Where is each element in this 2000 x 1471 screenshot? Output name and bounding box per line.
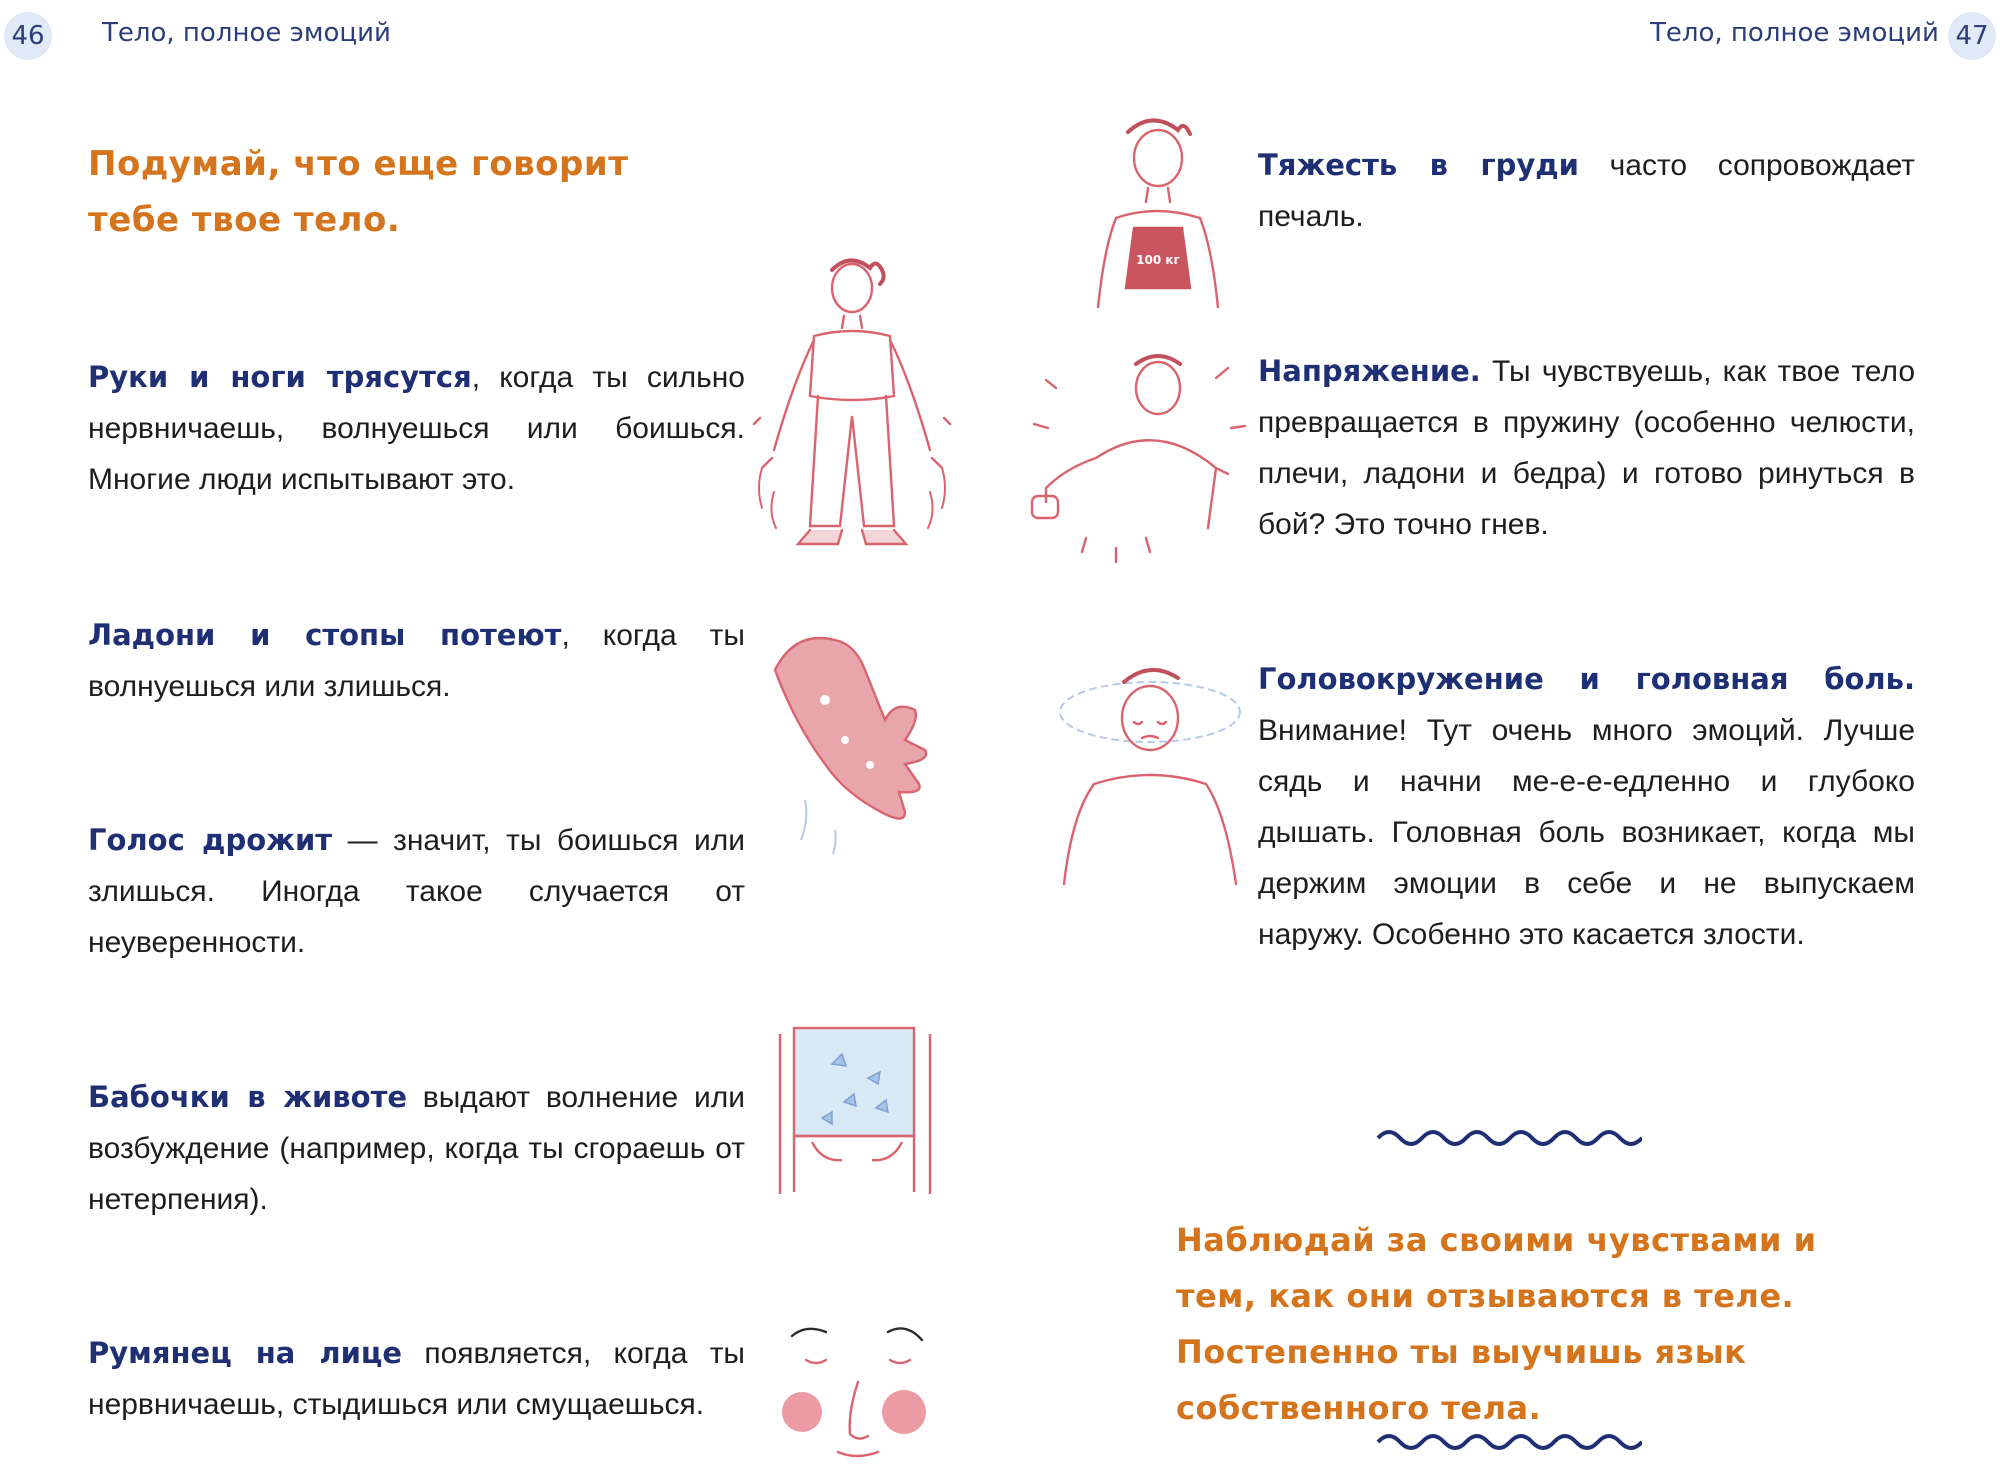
item-dizziness-text: Внимание! Тут очень много эмоций. Лучше сядь и начни ме-е-е-едленно и глубоко дышать. Головная боль возникает, когда мы держим эмоции в себе и не выпускаем наружу. Особенно это касается злости. — [1258, 714, 1915, 951]
heavy-chest-boy-illustration — [1078, 108, 1238, 308]
item-heavy-chest-title: Тяжесть в груди — [1258, 148, 1580, 182]
item-butterflies-title: Бабочки в животе — [88, 1080, 408, 1114]
right-page-number: 47 — [1948, 12, 1996, 60]
item-heavy-chest-text: часто сопровождает печаль. — [1258, 149, 1915, 233]
item-dizziness-title: Головокружение и головная боль. — [1258, 662, 1915, 696]
item-sweating — [88, 610, 745, 712]
dizzy-boy-illustration — [1050, 652, 1250, 892]
conclusion-text: Наблюдай за своими чувствами и тем, как они отзываются в теле. Постепенно ты выучишь язык собственного тела. — [1176, 1221, 1817, 1427]
item-voice-text: — значит, ты боишься или злишься. Иногда такое случается от неуверенности. — [88, 824, 745, 959]
item-tension-title: Напряжение. — [1258, 354, 1481, 388]
left-running-head: Тело, полное эмоций — [102, 18, 391, 48]
item-blush — [88, 1328, 745, 1430]
bottom-wave-divider — [1376, 1432, 1642, 1456]
item-dizziness — [1258, 654, 1915, 960]
blushing-face-illustration — [776, 1312, 936, 1462]
item-blush-title: Румянец на лице — [88, 1336, 403, 1370]
top-wave-divider — [1376, 1128, 1642, 1152]
item-shaking-text: , когда ты сильно нервничаешь, волнуешься или боишься. Многие люди испытывают это. — [88, 361, 745, 496]
item-butterflies — [88, 1072, 745, 1225]
butterflies-belly-illustration — [772, 1024, 942, 1194]
tense-boy-illustration — [1026, 348, 1246, 568]
item-shaking — [88, 352, 745, 505]
item-heavy-chest — [1258, 140, 1915, 242]
item-voice — [88, 815, 745, 968]
item-sweating-title: Ладони и стопы потеют — [88, 618, 562, 652]
item-tension-text: Ты чувствуешь, как твое тело превращается в пружину (особенно челюсти, плечи, ладони и бедра) и готово ринуться в бой? Это точно гнев. — [1258, 355, 1915, 541]
weight-label: 100 кг — [1136, 253, 1180, 267]
item-tension — [1258, 346, 1915, 550]
right-running-head: Тело, полное эмоций — [1650, 18, 1939, 48]
item-sweating-text: , когда ты волнуешься или злишься. — [88, 619, 745, 703]
intro-heading: Подумай, что еще говорит тебе твое тело. — [88, 144, 629, 240]
left-page-number: 46 — [4, 12, 52, 60]
item-voice-title: Голос дрожит — [88, 823, 333, 857]
item-butterflies-text: выдают волнение или возбуждение (например, когда ты сгораешь от нетерпения). — [88, 1081, 745, 1216]
sweaty-hand-illustration — [765, 630, 945, 860]
shaking-boy-illustration — [752, 248, 952, 558]
item-blush-text: появляется, когда ты нервничаешь, стыдишься или смущаешься. — [88, 1337, 745, 1421]
item-shaking-title: Руки и ноги трясутся — [88, 360, 472, 394]
